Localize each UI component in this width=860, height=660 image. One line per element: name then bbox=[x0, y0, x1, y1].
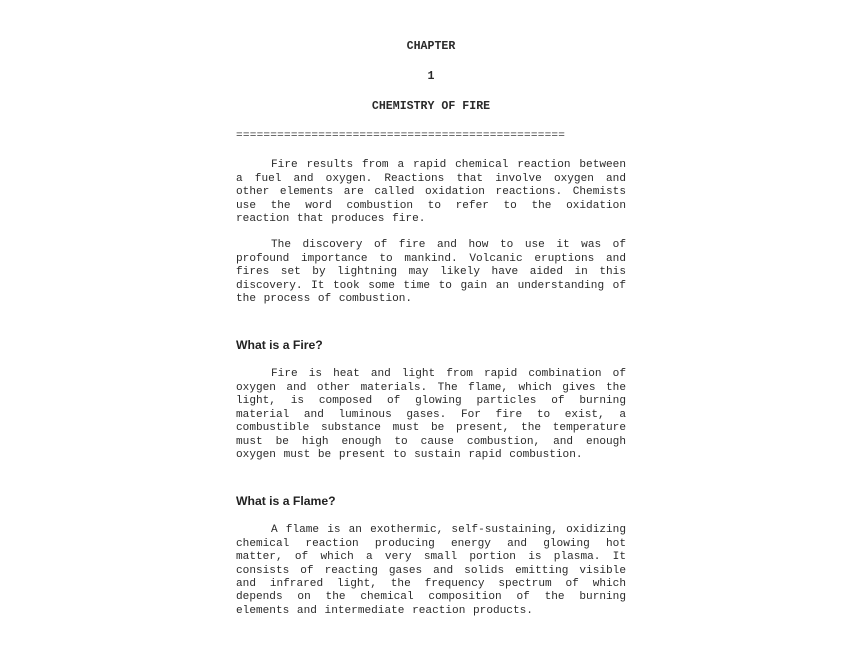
chapter-label: CHAPTER bbox=[406, 40, 456, 53]
intro-paragraph-1: Fire results from a rapid chemical reaction between a fuel and oxygen. Reactions that involve oxygen and other elements are called oxidation reactions. Chemists use the word combustion to refer to the oxidation reaction that produces fire. bbox=[236, 159, 626, 226]
chapter-number: 1 bbox=[427, 70, 435, 83]
intro-paragraph-2: The discovery of fire and how to use it was of profound importance to mankind. Volcanic eruptions and fires set by lightning may likely have aided in this discovery. It took some time to gain an understanding of the process of combustion. bbox=[236, 239, 626, 306]
document-page bbox=[236, 34, 626, 618]
chapter-title: CHEMISTRY OF FIRE bbox=[371, 100, 491, 113]
section-heading-flame: What is a Flame? bbox=[236, 494, 336, 509]
section-heading-fire: What is a Fire? bbox=[236, 338, 323, 353]
section-divider: ================================================ bbox=[236, 130, 566, 142]
section-paragraph-flame: A flame is an exothermic, self-sustaining, oxidizing chemical reaction producing energy and glowing hot matter, of which a very small portion is plasma. It consists of reacting gases and solids emitting visible and infrared light, the frequency spectrum of which depends on the chemical composition of the burning elements and intermediate reaction products. bbox=[236, 524, 626, 617]
section-paragraph-fire: Fire is heat and light from rapid combination of oxygen and other materials. The flame, which gives the light, is composed of glowing particles of burning material and luminous gases. For fire to exist, a combustible substance must be present, the temperature must be high enough to cause combustion, and enough oxygen must be present to sustain rapid combustion. bbox=[236, 368, 626, 461]
